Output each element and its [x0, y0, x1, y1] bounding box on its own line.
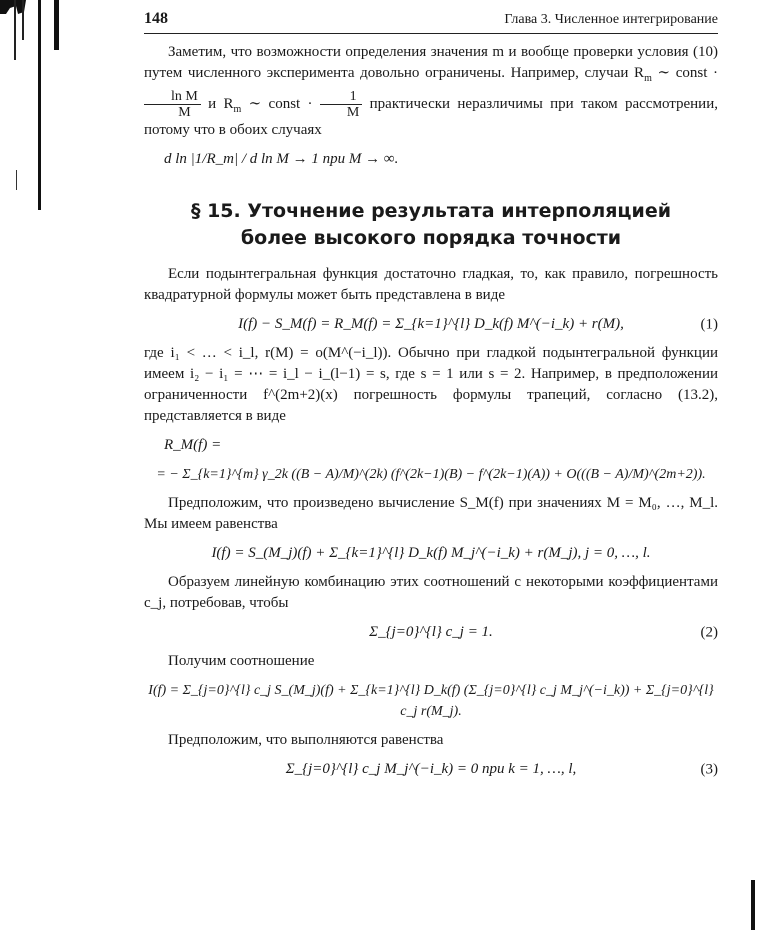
equation-rm-line1: R_M(f) =	[164, 437, 222, 453]
section-title	[144, 198, 718, 252]
para1-text: Заметим, что возможности определения значения m и вообще проверки условия (10) путем численного эксперимента довольно ограничены. Например, случаи R	[144, 44, 718, 81]
running-head	[144, 8, 718, 34]
sim-text: ∼ const ·	[651, 65, 719, 81]
formula-dln: d ln |1/R_m| / d ln M → 1 при M → ∞.	[164, 151, 399, 167]
para1-rest: практически неразличимы при таком рассмотрении, потому что в обоих случаях	[144, 95, 718, 138]
equation-rm-line2: = − Σ_{k=1}^{m} γ_2k ((B − A)/M)^(2k) (f^(2k−1)(B) − f^(2k−1)(A)) + O(((B − A)/M)^(2m+2)).	[156, 467, 706, 482]
frac-num: ln M	[144, 89, 201, 105]
paragraph-2: Если подынтегральная функция достаточно гладкая, то, как правило, погрешность квадратурной формулы может быть представлена в виде	[144, 266, 718, 303]
section-title-line1: § 15. Уточнение результата интерполяцией	[190, 200, 672, 222]
fraction-lnM-M	[144, 89, 201, 120]
paragraph-4: Предположим, что произведено вычисление S_M(f) при значениях M = M₀, …, M_l. Мы имеем равенства	[144, 495, 718, 532]
chapter-title: Глава 3. Численное интегрирование	[504, 12, 718, 27]
paragraph-5: Образуем линейную комбинацию этих соотношений с некоторыми коэффициентами c_j, потребовав, чтобы	[144, 574, 718, 611]
and-text: и R	[200, 95, 234, 112]
scan-edge-right	[739, 0, 759, 930]
section-title-line2: более высокого порядка точности	[240, 227, 622, 249]
frac-den: M	[346, 105, 360, 120]
subscript-m: m	[644, 73, 652, 84]
paragraph-1	[144, 42, 718, 141]
book-page	[144, 8, 718, 788]
scan-edge-left	[0, 0, 60, 930]
frac-num: 1	[320, 89, 362, 105]
equation-1	[144, 314, 718, 335]
equation-number-3: (3)	[700, 761, 718, 777]
paragraph-6: Получим соотношение	[168, 653, 315, 669]
equation-number-2: (2)	[700, 624, 718, 640]
equation-combination: I(f) = Σ_{j=0}^{l} c_j S_(M_j)(f) + Σ_{k=1}^{l} D_k(f) (Σ_{j=0}^{l} c_j M_j^(−i_k)) + Σ_{j=0}^{l} c_j r(M_j).	[148, 683, 714, 719]
page-number: 148	[144, 10, 168, 27]
sim-text: ∼ const ·	[241, 95, 320, 112]
equation-1-body: I(f) − S_M(f) = R_M(f) = Σ_{k=1}^{l} D_k(f) M^(−i_k) + r(M),	[238, 316, 624, 332]
frac-den: M	[178, 105, 191, 120]
paragraph-3: где i₁ < … < i_l, r(M) = o(M^(−i_l)). Обычно при гладкой подынтегральной функции имеем i₂ − i₁ = ⋯ = i_l − i_(l−1) = s, где s = 1 или s = 2. Например, в предположении ограниченности f^(2m+2)(x) погрешность формулы трапеций, согласно (13.2), представляется в виде	[144, 345, 718, 424]
fraction-1-M	[320, 89, 362, 120]
equation-number-1: (1)	[700, 316, 718, 332]
equation-3	[144, 759, 718, 780]
equation-2-body: Σ_{j=0}^{l} c_j = 1.	[369, 624, 493, 640]
paragraph-7: Предположим, что выполняются равенства	[168, 732, 444, 748]
equation-j: I(f) = S_(M_j)(f) + Σ_{k=1}^{l} D_k(f) M_j^(−i_k) + r(M_j), j = 0, …, l.	[211, 545, 651, 561]
subscript-m: m	[233, 103, 242, 115]
equation-2	[144, 622, 718, 643]
equation-3-body: Σ_{j=0}^{l} c_j M_j^(−i_k) = 0 при k = 1, …, l,	[285, 761, 577, 777]
